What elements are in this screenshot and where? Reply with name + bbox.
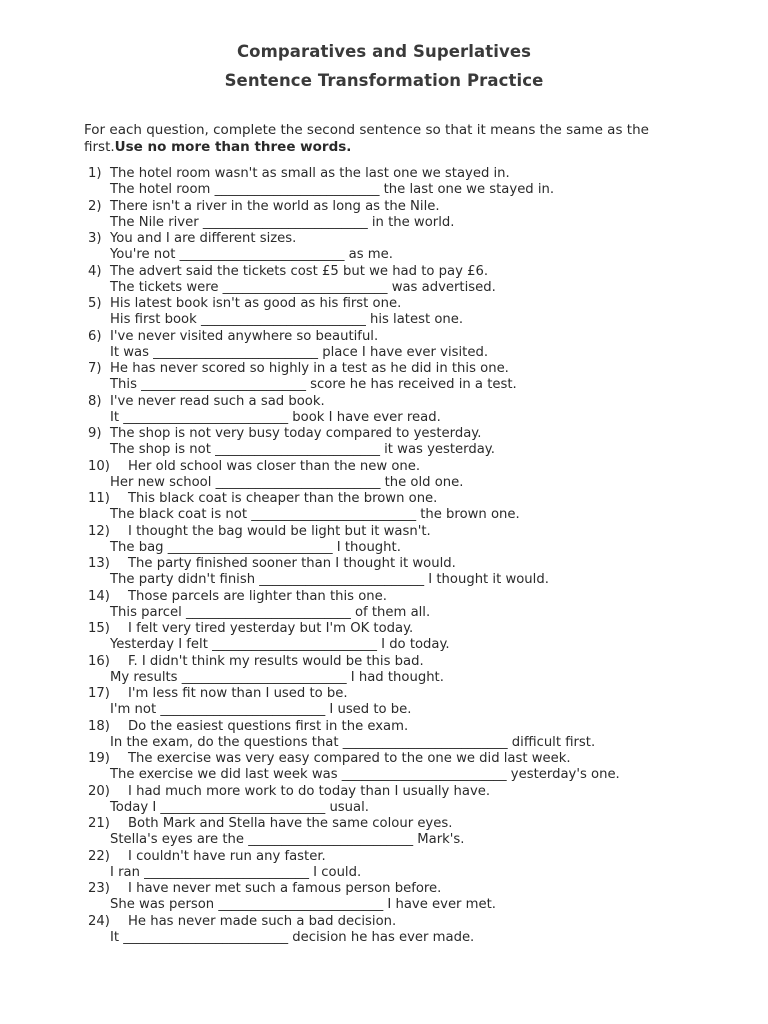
question-item bbox=[0, 166, 768, 199]
original-sentence: I've never read such a sad book. bbox=[110, 393, 325, 409]
transformed-sentence: This parcel _________________________ of them all. bbox=[110, 604, 431, 620]
question-item bbox=[0, 394, 768, 427]
question-number: 22) bbox=[88, 848, 110, 864]
question-item bbox=[0, 881, 768, 914]
original-sentence: There isn't a river in the world as long as the Nile. bbox=[110, 198, 440, 214]
question-number: 20) bbox=[88, 783, 110, 799]
question-number: 21) bbox=[88, 816, 110, 831]
original-sentence: Her old school was closer than the new one. bbox=[128, 458, 421, 474]
question-number: 19) bbox=[88, 751, 110, 766]
original-sentence: I've never visited anywhere so beautiful. bbox=[110, 328, 379, 344]
question-number: 1) bbox=[88, 166, 102, 181]
question-item bbox=[0, 199, 768, 232]
transformed-sentence: You're not _________________________ as me. bbox=[110, 247, 393, 263]
question-number: 14) bbox=[88, 588, 110, 604]
transformed-sentence: The black coat is not _________________________ the brown one. bbox=[110, 507, 520, 523]
original-sentence: His latest book isn't as good as his first one. bbox=[110, 296, 402, 311]
original-sentence: Both Mark and Stella have the same colour eyes. bbox=[128, 816, 453, 831]
original-sentence: He has never scored so highly in a test as he did in this one. bbox=[110, 361, 509, 376]
question-number: 3) bbox=[88, 231, 102, 246]
original-sentence: I had much more work to do today than I usually have. bbox=[128, 783, 491, 799]
question-number: 13) bbox=[88, 556, 110, 571]
original-sentence: I'm less fit now than I used to be. bbox=[128, 686, 348, 701]
question-item bbox=[0, 849, 768, 882]
original-sentence: The shop is not very busy today compared to yesterday. bbox=[110, 426, 482, 441]
question-number: 17) bbox=[88, 686, 110, 701]
question-number: 9) bbox=[88, 426, 102, 441]
question-number: 24) bbox=[88, 913, 110, 929]
question-item bbox=[0, 589, 768, 622]
transformed-sentence: I'm not _________________________ I used to be. bbox=[110, 702, 412, 718]
transformed-sentence: The tickets were _________________________ was advertised. bbox=[110, 279, 496, 295]
transformed-sentence: The shop is not _________________________ it was yesterday. bbox=[110, 442, 495, 458]
question-list bbox=[0, 166, 768, 946]
question-item bbox=[0, 329, 768, 362]
transformed-sentence: His first book _________________________ his latest one. bbox=[110, 312, 464, 328]
question-number: 6) bbox=[88, 328, 102, 344]
question-item bbox=[0, 426, 768, 459]
question-item bbox=[0, 686, 768, 719]
transformed-sentence: It _________________________ decision he has ever made. bbox=[110, 929, 475, 945]
question-item bbox=[0, 751, 768, 784]
question-item bbox=[0, 231, 768, 264]
transformed-sentence: It _________________________ book I have ever read. bbox=[110, 409, 441, 425]
question-item bbox=[0, 621, 768, 654]
transformed-sentence: Stella's eyes are the _________________________ Mark's. bbox=[110, 832, 465, 848]
question-number: 23) bbox=[88, 881, 110, 896]
transformed-sentence: It was _________________________ place I have ever visited. bbox=[110, 344, 489, 360]
original-sentence: You and I are different sizes. bbox=[110, 231, 297, 246]
transformed-sentence: The Nile river _________________________ in the world. bbox=[110, 214, 455, 230]
question-number: 8) bbox=[88, 393, 102, 409]
transformed-sentence: I ran _________________________ I could. bbox=[110, 864, 362, 880]
question-item bbox=[0, 556, 768, 589]
question-number: 16) bbox=[88, 653, 110, 669]
transformed-sentence: The exercise we did last week was _________________________ yesterday's one. bbox=[110, 767, 620, 783]
page-subtitle: Sentence Transformation Practice bbox=[224, 71, 544, 90]
original-sentence: F. I didn't think my results would be this bad. bbox=[128, 653, 424, 669]
question-number: 15) bbox=[88, 621, 110, 636]
transformed-sentence: Yesterday I felt _________________________ I do today. bbox=[110, 637, 450, 653]
transformed-sentence: The bag _________________________ I thought. bbox=[110, 539, 401, 555]
original-sentence: Those parcels are lighter than this one. bbox=[128, 588, 387, 604]
question-item bbox=[0, 524, 768, 557]
question-item bbox=[0, 264, 768, 297]
question-item bbox=[0, 361, 768, 394]
original-sentence: I felt very tired yesterday but I'm OK today. bbox=[128, 621, 414, 636]
original-sentence: The advert said the tickets cost £5 but we had to pay £6. bbox=[110, 263, 489, 279]
question-item bbox=[0, 296, 768, 329]
original-sentence: The party finished sooner than I thought it would. bbox=[128, 556, 456, 571]
original-sentence: I thought the bag would be light but it wasn't. bbox=[128, 523, 431, 539]
question-number: 5) bbox=[88, 296, 102, 311]
transformed-sentence: Today I _________________________ usual. bbox=[110, 799, 369, 815]
question-number: 2) bbox=[88, 198, 102, 214]
question-number: 11) bbox=[88, 491, 110, 506]
question-item bbox=[0, 654, 768, 687]
instructions-emphasis: Use no more than three words. bbox=[114, 138, 352, 155]
question-item bbox=[0, 491, 768, 524]
transformed-sentence: This _________________________ score he has received in a test. bbox=[110, 377, 517, 393]
question-item bbox=[0, 784, 768, 817]
page-title: Comparatives and Superlatives bbox=[236, 42, 532, 61]
question-item bbox=[0, 816, 768, 849]
instructions-text: For each question, complete the second sentence so that it means the same as the first. bbox=[84, 122, 649, 155]
original-sentence: The exercise was very easy compared to the one we did last week. bbox=[128, 751, 571, 766]
original-sentence: I couldn't have run any faster. bbox=[128, 848, 326, 864]
question-item bbox=[0, 719, 768, 752]
question-number: 4) bbox=[88, 263, 102, 279]
question-item bbox=[0, 914, 768, 947]
original-sentence: The hotel room wasn't as small as the last one we stayed in. bbox=[110, 166, 510, 181]
question-number: 12) bbox=[88, 523, 110, 539]
question-number: 7) bbox=[88, 361, 102, 376]
transformed-sentence: In the exam, do the questions that _________________________ difficult first. bbox=[110, 734, 596, 750]
transformed-sentence: She was person _________________________ I have ever met. bbox=[110, 897, 496, 913]
transformed-sentence: Her new school _________________________ the old one. bbox=[110, 474, 464, 490]
transformed-sentence: The hotel room _________________________ the last one we stayed in. bbox=[110, 182, 555, 198]
original-sentence: Do the easiest questions first in the exam. bbox=[128, 718, 409, 734]
original-sentence: He has never made such a bad decision. bbox=[128, 913, 397, 929]
transformed-sentence: The party didn't finish _________________________ I thought it would. bbox=[110, 572, 549, 588]
question-item bbox=[0, 459, 768, 492]
instructions bbox=[84, 122, 684, 155]
original-sentence: I have never met such a famous person before. bbox=[128, 881, 442, 896]
question-number: 18) bbox=[88, 718, 110, 734]
original-sentence: This black coat is cheaper than the brown one. bbox=[128, 491, 438, 506]
question-number: 10) bbox=[88, 458, 110, 474]
transformed-sentence: My results _________________________ I had thought. bbox=[110, 669, 444, 685]
